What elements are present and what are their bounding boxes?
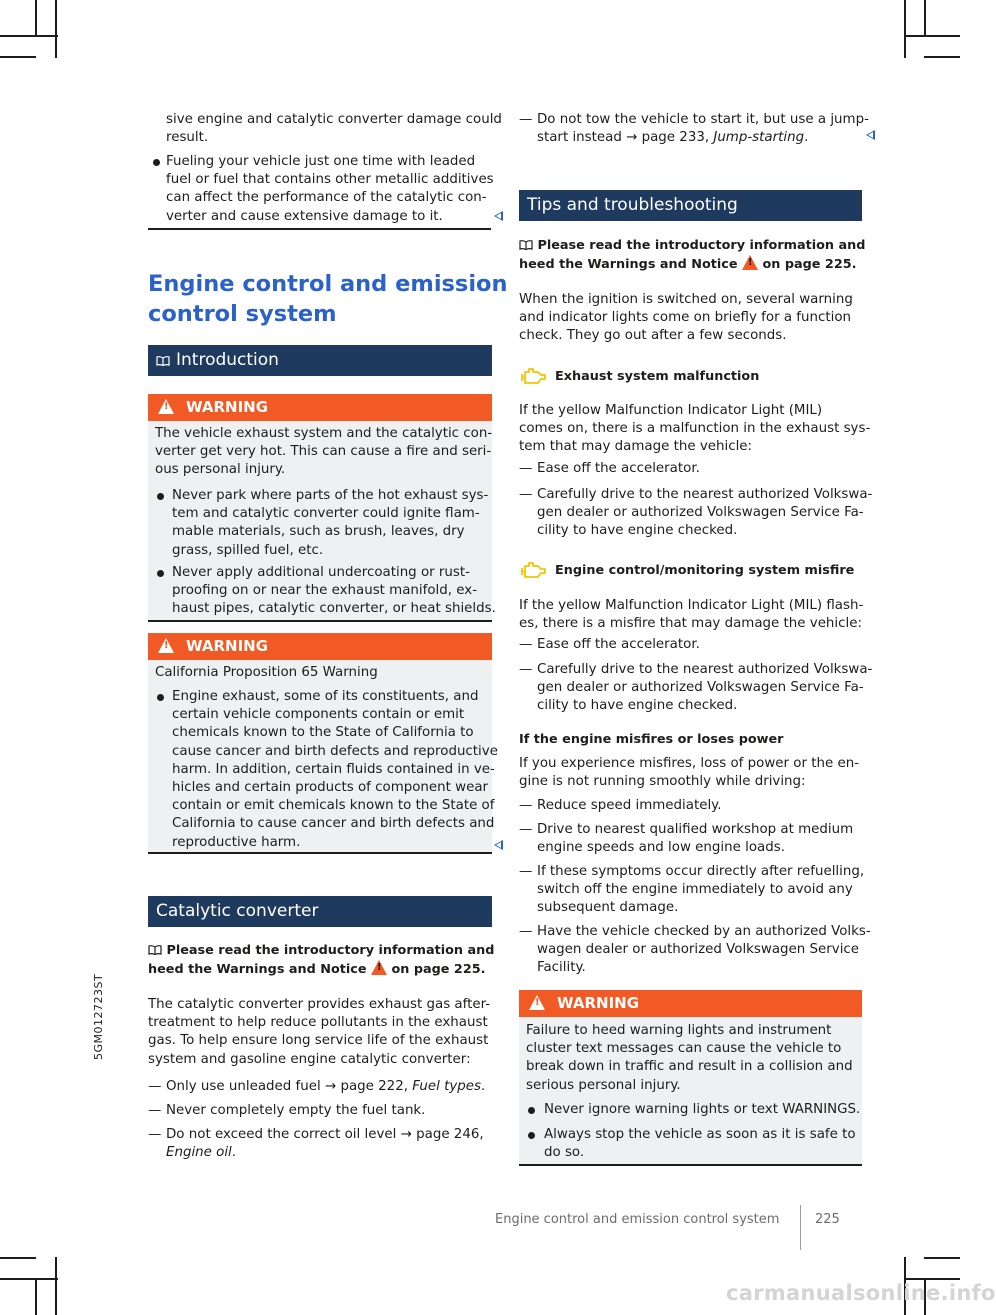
arrow-icon: →: [400, 1127, 412, 1142]
crop-mark: [904, 0, 906, 58]
continued-paragraph: sive engine and catalytic converter damage could result.: [166, 112, 502, 146]
unleaded-fuel-item: Only use unleaded fuel → page 222, Fuel types.: [166, 1079, 486, 1094]
engine-warning-icon: [519, 367, 549, 387]
dash-marker: —: [519, 924, 533, 939]
dash-marker: —: [519, 487, 533, 502]
divider: [148, 620, 492, 622]
read-intro-note: Please read the introductory information and heed the Warnings and Notice ! on page 225.: [519, 237, 865, 274]
warning-icon: [158, 638, 174, 653]
engine-oil-link[interactable]: page 246,: [416, 1127, 484, 1142]
divider: [148, 852, 492, 854]
crop-mark: [0, 56, 36, 58]
read-intro-note: Please read the introductory information and heed the Warnings and Notice ! on page 225.: [148, 942, 494, 979]
dash-marker: —: [519, 822, 533, 837]
bullet-dot: [528, 1132, 535, 1139]
dash-marker: —: [519, 637, 533, 652]
crop-mark: [35, 1278, 37, 1315]
arrow-icon: →: [626, 130, 638, 146]
divider: [148, 228, 491, 230]
loses-power-step: If these symptoms occur directly after refuelling, switch off the engine immediately to avoid any subsequent damage.: [537, 864, 865, 916]
bullet-dot: [153, 159, 160, 166]
watermark: carmanualsonline.info: [726, 1281, 996, 1305]
section-end-icon: [494, 211, 503, 221]
page-number: 225: [815, 1212, 840, 1227]
dash-marker: —: [519, 112, 533, 127]
document-code: 5GM012723ST: [92, 973, 105, 1060]
crop-mark: [924, 0, 926, 36]
loses-power-step: Reduce speed immediately.: [537, 798, 722, 813]
divider: [519, 1164, 862, 1166]
book-icon: [148, 945, 162, 955]
section-end-icon: [866, 130, 875, 140]
arrow-icon: →: [324, 1079, 337, 1094]
warning-bullet: Never ignore warning lights or text WARNINGS.: [544, 1102, 861, 1117]
leaded-fuel-bullet: Fueling your vehicle just one time with leaded fuel or fuel that contains other metallic additives can affect the performance of the catalytic con- verter and cause extensive damage to it.: [166, 154, 494, 224]
exhaust-heading: Exhaust system malfunction: [555, 369, 760, 384]
bullet-dot: [528, 1107, 535, 1114]
loses-power-paragraph: If you experience misfires, loss of power or the en- gine is not running smoothly while driving:: [519, 756, 860, 790]
dash-marker: —: [519, 798, 533, 813]
bullet-dot: [157, 694, 164, 701]
tow-item: Do not tow the vehicle to start it, but use a jump- start instead → page 233, Jump-starting.: [537, 112, 869, 146]
warning-header: ! WARNING: [148, 633, 492, 660]
dash-marker: —: [519, 662, 533, 677]
fuel-tank-item: Never completely empty the fuel tank.: [166, 1103, 426, 1118]
warning-icon: [529, 995, 545, 1010]
footer-section-title: Engine control and emission control system: [495, 1212, 780, 1227]
tips-paragraph: When the ignition is switched on, several warning and indicator lights come on briefly for a function check. They go out after a few seconds.: [519, 292, 853, 344]
dash-marker: —: [148, 1079, 162, 1094]
exhaust-step: Carefully drive to the nearest authorized Volkswa- gen dealer or authorized Volkswagen Service Fa- cility to have engine checked.: [537, 487, 873, 539]
loses-power-step: Drive to nearest qualified workshop at medium engine speeds and low engine loads.: [537, 822, 854, 856]
introduction-bar: Introduction: [148, 345, 492, 376]
catalytic-converter-bar: Catalytic converter: [148, 896, 492, 927]
crop-mark: [924, 56, 960, 58]
dash-marker: —: [148, 1103, 162, 1118]
crop-mark: [904, 35, 960, 37]
book-icon: [519, 240, 533, 250]
misfire-paragraph: If the yellow Malfunction Indicator Light (MIL) flash- es, there is a misfire that may damage the vehicle:: [519, 598, 864, 632]
jump-starting-link[interactable]: page 233,: [641, 130, 710, 146]
footer-divider: [800, 1205, 801, 1250]
loses-power-step: Have the vehicle checked by an authorized Volks- wagen dealer or authorized Volkswagen Service Facility.: [537, 924, 871, 976]
warning-icon: [158, 399, 174, 414]
exhaust-paragraph: If the yellow Malfunction Indicator Light (MIL) comes on, there is a malfunction in the exhaust sys- tem that may damage the vehicle:: [519, 403, 871, 455]
crop-mark: [904, 1278, 960, 1280]
warning-bullet: Never park where parts of the hot exhaust sys- tem and catalytic converter could ignite flam- mable materials, such as brush, leaves, dry grass, spilled fuel, etc.: [172, 488, 489, 558]
misfire-step: Carefully drive to the nearest authorized Volkswa- gen dealer or authorized Volkswagen Service Fa- cility to have engine checked.: [537, 662, 873, 714]
crop-mark: [924, 1257, 960, 1259]
warning-paragraph: California Proposition 65 Warning: [155, 665, 378, 680]
catalytic-paragraph: The catalytic converter provides exhaust gas after- treatment to help reduce pollutants in the exhaust gas. To help ensure long service life of the exhaust system and gasoline engine catalytic converter:: [148, 997, 491, 1067]
warning-paragraph: Failure to heed warning lights and instrument cluster text messages can cause the vehicle to break down in traffic and result in a collision and serious personal injury.: [526, 1023, 853, 1093]
loses-power-heading: If the engine misfires or loses power: [519, 732, 784, 747]
dash-marker: —: [148, 1127, 162, 1142]
section-title: Engine control and emission control system: [148, 271, 508, 327]
section-end-icon: [494, 840, 503, 850]
warning-header: ! WARNING: [519, 990, 862, 1017]
dash-marker: —: [519, 864, 533, 879]
bullet-dot: [157, 570, 164, 577]
crop-mark: [0, 1257, 36, 1259]
crop-mark: [55, 1257, 57, 1315]
warning-bullet: Always stop the vehicle as soon as it is safe to do so.: [544, 1127, 856, 1161]
book-icon: [156, 356, 170, 366]
exhaust-step: Ease off the accelerator.: [537, 461, 700, 476]
crop-mark: [55, 0, 57, 58]
warning-bullet: Engine exhaust, some of its constituents, and certain vehicle components contain or emit chemicals known to the State of California to cause cancer and birth defects and reproductive harm. In addition, certain fluids contained in ve- hicles and certain products of component wear contain or emit chemicals known to the State of California to cause cancer and birth defects and reproductive harm.: [172, 689, 498, 850]
dash-marker: —: [519, 461, 533, 476]
tips-troubleshooting-bar: Tips and troubleshooting: [519, 190, 862, 221]
fuel-types-link[interactable]: page 222,: [340, 1079, 408, 1094]
warning-header: ! WARNING: [148, 394, 492, 421]
bullet-dot: [157, 493, 164, 500]
warning-icon: [371, 960, 387, 975]
warning-paragraph: The vehicle exhaust system and the catalytic con- verter get very hot. This can cause a fire and seri- ous personal injury.: [155, 426, 493, 478]
warning-bullet: Never apply additional undercoating or rust- proofing on or near the exhaust manifold, ex- haust pipes, catalytic converter, or heat shields.: [172, 565, 496, 617]
misfire-step: Ease off the accelerator.: [537, 637, 700, 652]
warning-icon: [742, 255, 758, 270]
misfire-heading: Engine control/monitoring system misfire: [555, 563, 855, 578]
crop-mark: [0, 1278, 58, 1280]
crop-mark: [0, 35, 58, 37]
crop-mark: [35, 0, 37, 36]
engine-warning-icon: [519, 561, 549, 581]
oil-level-item: Do not exceed the correct oil level → page 246, Engine oil.: [166, 1127, 484, 1161]
